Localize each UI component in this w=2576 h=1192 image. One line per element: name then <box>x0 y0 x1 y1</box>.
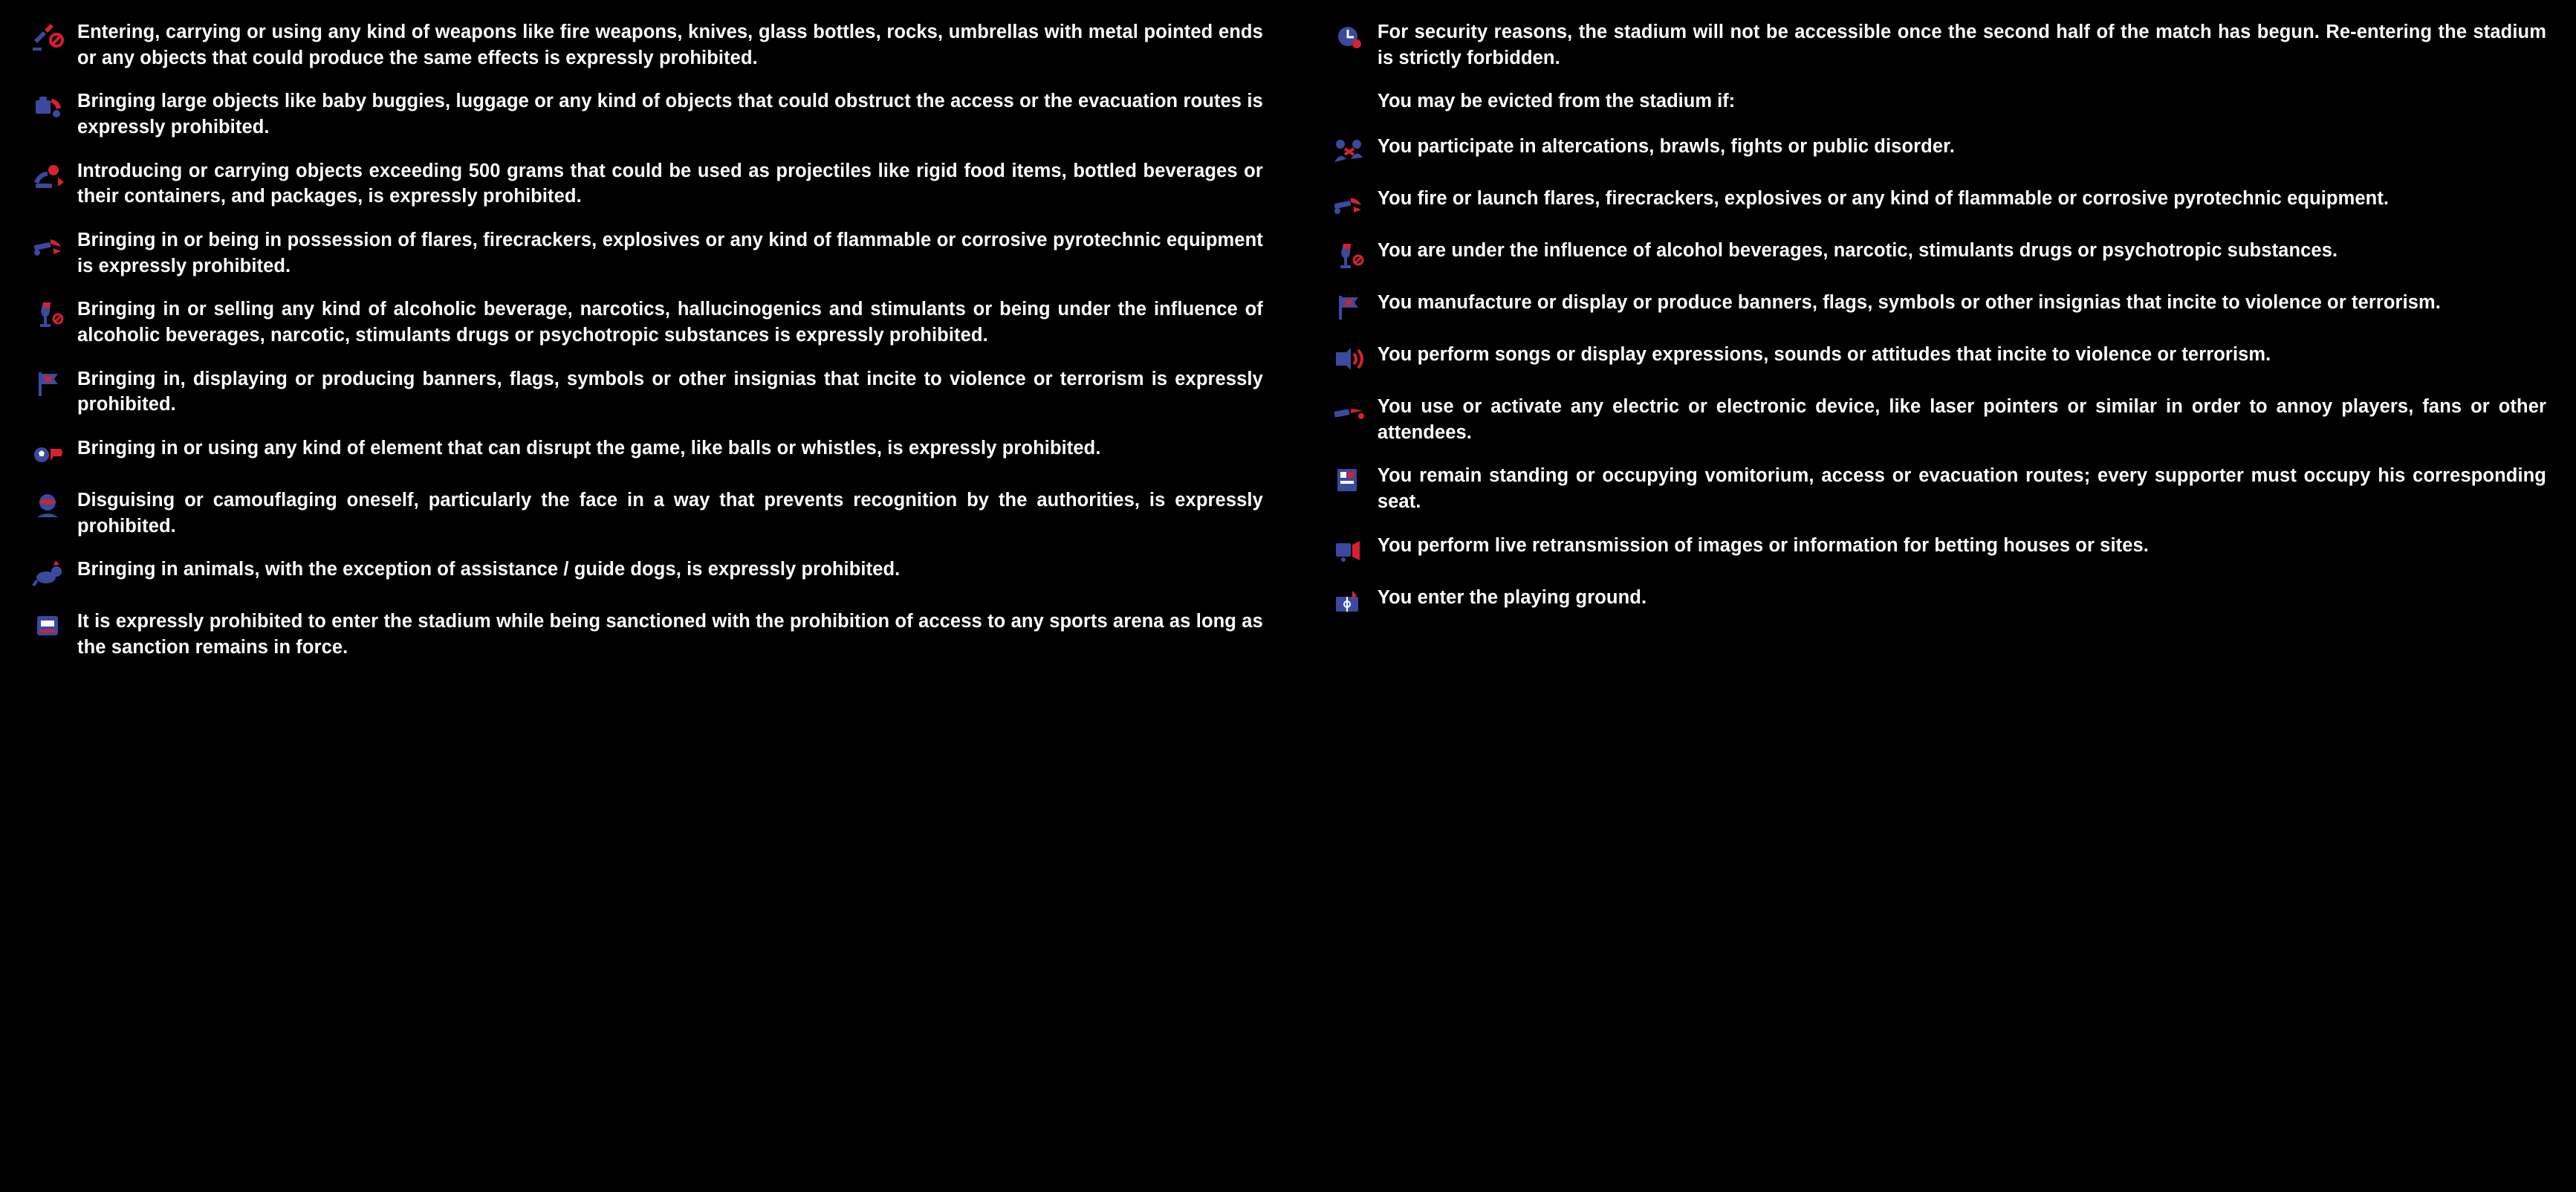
rule-text: It is expressly prohibited to enter the stadium while being sanctioned with the prohibition of access to any sports arena as long as the sanction remains in force. <box>77 611 1263 658</box>
rule-text: Bringing in animals, with the exception of assistance / guide dogs, is expressly prohibited. <box>77 559 901 580</box>
rule-text: Bringing in or selling any kind of alcoholic beverage, narcotics, hallucinogenics and stimulants or being under the influence of alcoholic beverages, narcotic, stimulants drugs or psychotropic substances is expressly prohibited. <box>77 299 1263 346</box>
rule-item <box>1330 238 2546 272</box>
betting-retransmission-prohibited-icon <box>1330 533 1369 567</box>
rule-text: You manufacture or display or produce banners, flags, symbols or other insignias that incite to violence or terrorism. <box>1377 292 2441 314</box>
pitch-invasion-prohibited-icon <box>1330 585 1369 619</box>
rule-text: Entering, carrying or using any kind of weapons like fire weapons, knives, glass bottles, rocks, umbrellas with metal pointed ends or any objects that could produce the same effects is expressly prohibited. <box>77 22 1263 68</box>
rule-item <box>30 609 1263 660</box>
rule-item <box>1330 394 2546 445</box>
stadium-ban-icon <box>30 609 68 643</box>
rule-text: Introducing or carrying objects exceeding 500 grams that could be used as projectiles like rigid food items, bottled beverages or their containers, and packages, is expressly prohibited. <box>77 160 1263 207</box>
rule-text: Bringing in or using any kind of element that can disrupt the game, like balls or whistles, is expressly prohibited. <box>77 438 1101 459</box>
alcohol-prohibited-icon <box>30 297 68 331</box>
rule-item <box>1330 585 2546 619</box>
rule-item <box>1330 342 2546 376</box>
rule-text: You perform live retransmission of images or information for betting houses or sites. <box>1377 534 2149 556</box>
rule-item <box>30 158 1263 210</box>
rule-item <box>1330 290 2546 324</box>
rule-text: You perform songs or display expressions, sounds or attitudes that incite to violence or terrorism. <box>1377 344 2271 366</box>
alcohol-prohibited-icon <box>1330 238 1369 272</box>
rule-item <box>1330 134 2546 168</box>
laser-pointer-prohibited-icon <box>1330 394 1369 428</box>
eviction-reasons-column <box>1308 19 2546 1192</box>
rule-item <box>1330 186 2546 220</box>
rule-item <box>1330 19 2546 71</box>
rule-text: You remain standing or occupying vomitorium, access or evacuation routes; every supporter must occupy his corresponding seat. <box>1377 465 2546 513</box>
rule-item <box>30 435 1263 470</box>
clock-stadium-access-icon <box>1330 19 1369 54</box>
flares-prohibited-icon <box>30 227 68 262</box>
face-covering-prohibited-icon <box>30 488 68 522</box>
rule-item <box>30 227 1263 279</box>
balls-whistles-prohibited-icon <box>30 435 68 470</box>
rule-item <box>30 488 1263 539</box>
rule-text: Bringing in or being in possession of flares, firecrackers, explosives or any kind of flammable or corrosive pyrotechnic equipment is expressly prohibited. <box>77 230 1263 276</box>
prohibited-items-column <box>30 19 1308 1192</box>
rule-text: You participate in altercations, brawls, fights or public disorder. <box>1377 136 1955 158</box>
rule-text: Bringing large objects like baby buggies, luggage or any kind of objects that could obstruct the access or the evacuation routes is expressly prohibited. <box>77 91 1263 138</box>
weapons-prohibited-icon <box>30 19 68 54</box>
rule-item <box>30 297 1263 348</box>
rule-text: Disguising or camouflaging oneself, particularly the face in a way that prevents recognition by the authorities, is expressly prohibited. <box>77 490 1263 537</box>
large-objects-prohibited-icon <box>30 88 68 123</box>
rule-text: You use or activate any electric or electronic device, like laser pointers or similar in order to annoy players, fans or other attendees. <box>1377 396 2546 443</box>
animals-prohibited-icon <box>30 557 68 591</box>
rule-item <box>30 88 1263 140</box>
banners-prohibited-icon <box>1330 290 1369 324</box>
eviction-section-heading: You may be evicted from the stadium if: <box>1377 91 1736 112</box>
rule-item <box>30 557 1263 591</box>
rule-text: Bringing in, displaying or producing banners, flags, symbols or other insignias that incite to violence or terrorism is expressly prohibited. <box>77 368 1263 415</box>
rule-text: You enter the playing ground. <box>1377 586 1647 608</box>
rule-item <box>30 19 1263 71</box>
rule-item <box>1330 463 2546 514</box>
rule-text: You fire or launch flares, firecrackers, explosives or any kind of flammable or corrosive pyrotechnic equipment. <box>1377 188 2390 210</box>
rule-item <box>30 366 1263 418</box>
banners-prohibited-icon <box>30 366 68 401</box>
flares-prohibited-icon <box>1330 186 1369 220</box>
rule-text: For security reasons, the stadium will not be accessible once the second half of the match has begun. Re-entering the stadium is strictly forbidden. <box>1377 22 2546 68</box>
rule-item <box>1330 533 2546 567</box>
rule-text: You are under the influence of alcohol beverages, narcotic, stimulants drugs or psychotropic substances. <box>1377 240 2338 262</box>
projectiles-prohibited-icon <box>30 158 68 192</box>
standing-in-aisles-prohibited-icon <box>1330 463 1369 497</box>
songs-chants-prohibited-icon <box>1330 342 1369 376</box>
fighting-prohibited-icon <box>1330 134 1369 168</box>
